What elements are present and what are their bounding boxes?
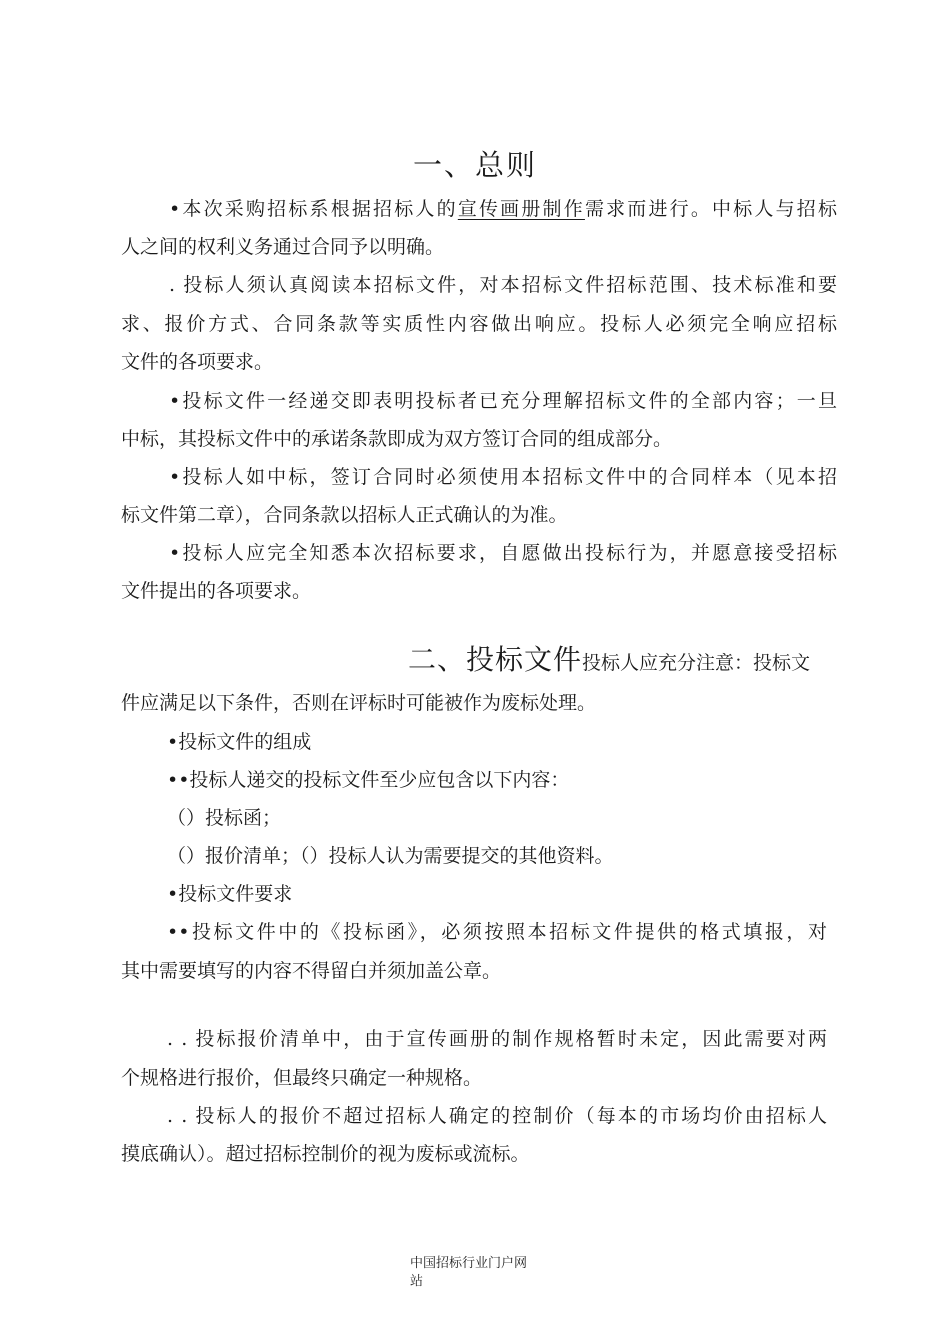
requirement-2-line-1: . . 投标报价清单中，由于宣传画册的制作规格暂时未定，因此需要对两 [167, 1028, 827, 1050]
paragraph-2-line-3: 文件的各项要求。 [121, 351, 274, 373]
footer-line-2: 站 [410, 1274, 424, 1289]
subsection-composition: •投标文件的组成 [167, 731, 312, 753]
paragraph-1-line-1: •本次采购招标系根据招标人的宣传画册制作需求而进行。中标人与招标 [169, 198, 837, 220]
section-2-lead: 投标人应充分注意：投标文 [582, 652, 811, 674]
project-name-link: 宣传画册制作 [457, 198, 585, 220]
paragraph-5-line-1: •投标人应完全知悉本次招标要求，自愿做出投标行为，并愿意接受招标 [169, 542, 837, 564]
paragraph-2-line-1: . 投标人须认真阅读本招标文件，对本招标文件招标范围、技术标准和要 [169, 274, 837, 296]
section-2-title: 二、投标文件 [408, 643, 583, 676]
requirement-3-line-1: . . 投标人的报价不超过招标人确定的控制价（每本的市场均价由招标人 [167, 1105, 827, 1127]
section-2-heading [408, 640, 810, 684]
paragraph-1-line-2: 人之间的权利义务通过合同予以明确。 [121, 236, 445, 258]
requirement-3-line-2: 摸底确认）。超过招标控制价的视为废标或流标。 [121, 1143, 530, 1165]
section-1-title: 一、总则 [412, 148, 537, 182]
paragraph-3-line-2: 中标，其投标文件中的承诺条款即成为双方签订合同的组成部分。 [121, 428, 673, 450]
paragraph-2-line-2: 求、报价方式、合同条款等实质性内容做出响应。投标人必须完全响应招标 [121, 313, 837, 335]
page-footer [410, 1255, 550, 1291]
requirement-1-line-2: 其中需要填写的内容不得留白并须加盖公章。 [121, 960, 502, 982]
section-2-lead-line-2: 件应满足以下条件，否则在评标时可能被作为废标处理。 [121, 692, 597, 714]
footer-line-1: 中国招标行业门户网 [410, 1256, 528, 1271]
subsection-requirements: •投标文件要求 [167, 883, 293, 905]
paragraph-3-line-1: •投标文件一经递交即表明投标者已充分理解招标文件的全部内容；一旦 [169, 390, 837, 412]
paragraph-4-line-1: •投标人如中标，签订合同时必须使用本招标文件中的合同样本（见本招 [169, 466, 837, 488]
composition-item-3: （）报价清单；（）投标人认为需要提交的其他资料。 [167, 845, 614, 867]
requirement-1-line-1: ••投标文件中的《投标函》，必须按照本招标文件提供的格式填报，对 [167, 921, 827, 943]
composition-item-1: ••投标人递交的投标文件至少应包含以下内容： [167, 769, 570, 791]
requirement-2-line-2: 个规格进行报价，但最终只确定一种规格。 [121, 1067, 483, 1089]
composition-item-2: （）投标函； [167, 807, 282, 829]
paragraph-5-line-2: 文件提出的各项要求。 [121, 580, 312, 602]
paragraph-4-line-2: 标文件第二章），合同条款以招标人正式确认的为准。 [121, 504, 568, 526]
